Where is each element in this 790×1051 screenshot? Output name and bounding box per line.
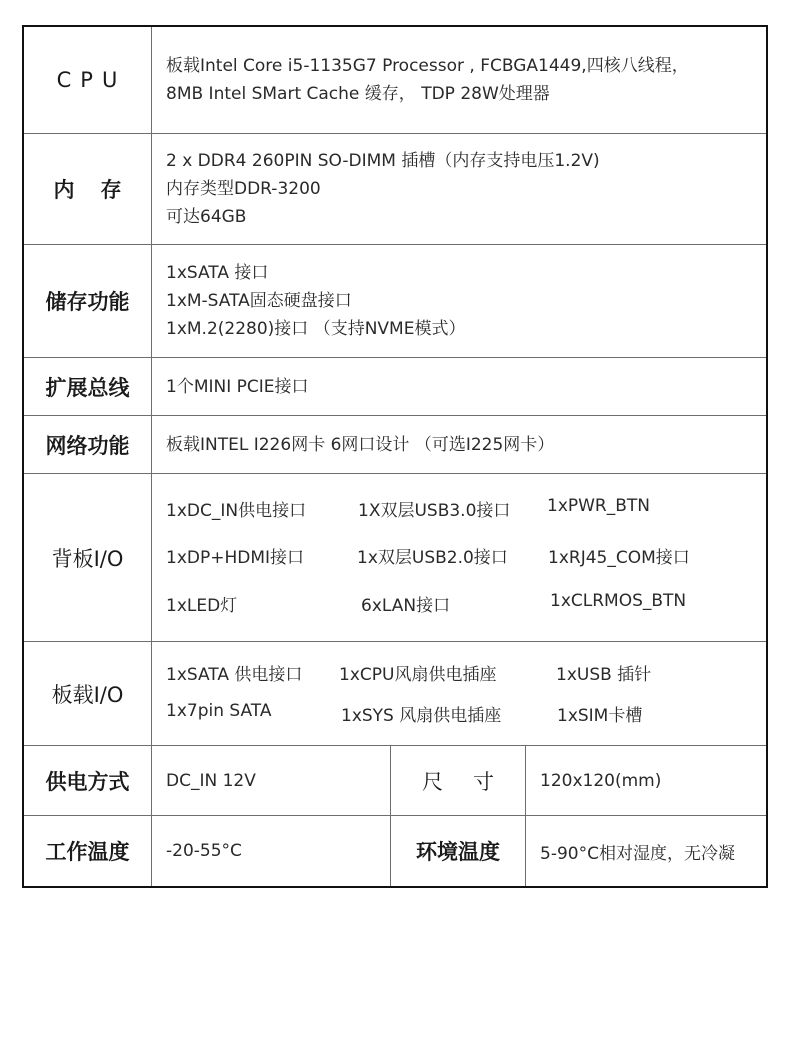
spec-row-memory bbox=[24, 134, 766, 245]
spec-row-network bbox=[24, 416, 766, 474]
spec-value-ambient-temp: 5-90°C相对湿度，无冷凝 bbox=[540, 843, 735, 864]
onboard-io-item: 1xSATA 供电接口 bbox=[166, 665, 303, 685]
spec-line: 1xM-SATA固态硬盘接口 bbox=[166, 291, 352, 311]
onboard-io-item: 1xUSB 插针 bbox=[556, 665, 652, 685]
spec-row-expansion bbox=[24, 358, 766, 416]
rear-io-item: 1xRJ45_COM接口 bbox=[548, 548, 690, 568]
spec-label-size: 尺寸 bbox=[390, 746, 526, 815]
spec-line: 8MB Intel SMart Cache 缓存， TDP 28W处理器 bbox=[166, 84, 550, 104]
spec-label-power: 供电方式 bbox=[24, 746, 152, 815]
onboard-io-item: 1xSYS 风扇供电插座 bbox=[341, 706, 502, 726]
spec-value-storage bbox=[166, 245, 758, 357]
spec-line: 2 x DDR4 260PIN SO-DIMM 插槽（内存支持电压1.2V) bbox=[166, 151, 600, 171]
rear-io-item: 1xDP+HDMI接口 bbox=[166, 548, 305, 568]
rear-io-item: 1xLED灯 bbox=[166, 596, 238, 616]
spec-row-rear-io bbox=[24, 474, 766, 642]
spec-line: 1xSATA 接口 bbox=[166, 263, 269, 283]
spec-row-cpu bbox=[24, 27, 766, 134]
spec-line: 1个MINI PCIE接口 bbox=[166, 376, 309, 397]
rear-io-item: 1xCLRMOS_BTN bbox=[550, 591, 687, 611]
rear-io-grid bbox=[166, 474, 766, 641]
spec-line: 可达64GB bbox=[166, 207, 247, 227]
onboard-io-item: 1xCPU风扇供电插座 bbox=[339, 665, 497, 685]
spec-value-expansion bbox=[166, 358, 758, 415]
rear-io-item: 6xLAN接口 bbox=[361, 596, 451, 616]
spec-table bbox=[22, 25, 768, 888]
spec-label-storage: 储存功能 bbox=[24, 245, 152, 357]
spec-label-rear-io: 背板I/O bbox=[24, 474, 152, 641]
spec-row-storage bbox=[24, 245, 766, 358]
rear-io-item: 1X双层USB3.0接口 bbox=[358, 501, 511, 521]
spec-value-cpu bbox=[166, 27, 758, 133]
spec-label-network: 网络功能 bbox=[24, 416, 152, 473]
spec-label-cpu: CPU bbox=[24, 27, 152, 133]
spec-value-memory bbox=[166, 134, 758, 244]
spec-value-size: 120x120(mm) bbox=[540, 770, 662, 791]
spec-line: 1xM.2(2280)接口 （支持NVME模式） bbox=[166, 319, 466, 339]
spec-label-expansion: 扩展总线 bbox=[24, 358, 152, 415]
rear-io-item: 1xDC_IN供电接口 bbox=[166, 501, 307, 521]
spec-label-ambient-temp: 环境温度 bbox=[390, 816, 526, 886]
spec-value-power: DC_IN 12V bbox=[166, 770, 256, 791]
spec-line: 板载Intel Core i5-1135G7 Processor , FCBGA1449,四核八线程， bbox=[166, 56, 689, 76]
spec-row-power bbox=[24, 746, 766, 816]
spec-label-operating-temp: 工作温度 bbox=[24, 816, 152, 886]
spec-label-onboard-io: 板载I/O bbox=[24, 642, 152, 745]
spec-row-onboard-io bbox=[24, 642, 766, 746]
spec-value-operating-temp: -20-55°C bbox=[166, 841, 242, 861]
onboard-io-grid bbox=[166, 642, 766, 745]
rear-io-item: 1xPWR_BTN bbox=[547, 496, 651, 516]
rear-io-item: 1x双层USB2.0接口 bbox=[357, 548, 508, 568]
spec-label-memory: 内存 bbox=[24, 134, 152, 244]
spec-value-network bbox=[166, 416, 758, 473]
spec-row-temperature bbox=[24, 816, 766, 886]
onboard-io-item: 1xSIM卡槽 bbox=[557, 706, 643, 726]
spec-line: 内存类型DDR-3200 bbox=[166, 179, 321, 199]
onboard-io-item: 1x7pin SATA bbox=[166, 701, 272, 721]
spec-line: 板载INTEL I226网卡 6网口设计 （可选I225网卡） bbox=[166, 434, 555, 455]
